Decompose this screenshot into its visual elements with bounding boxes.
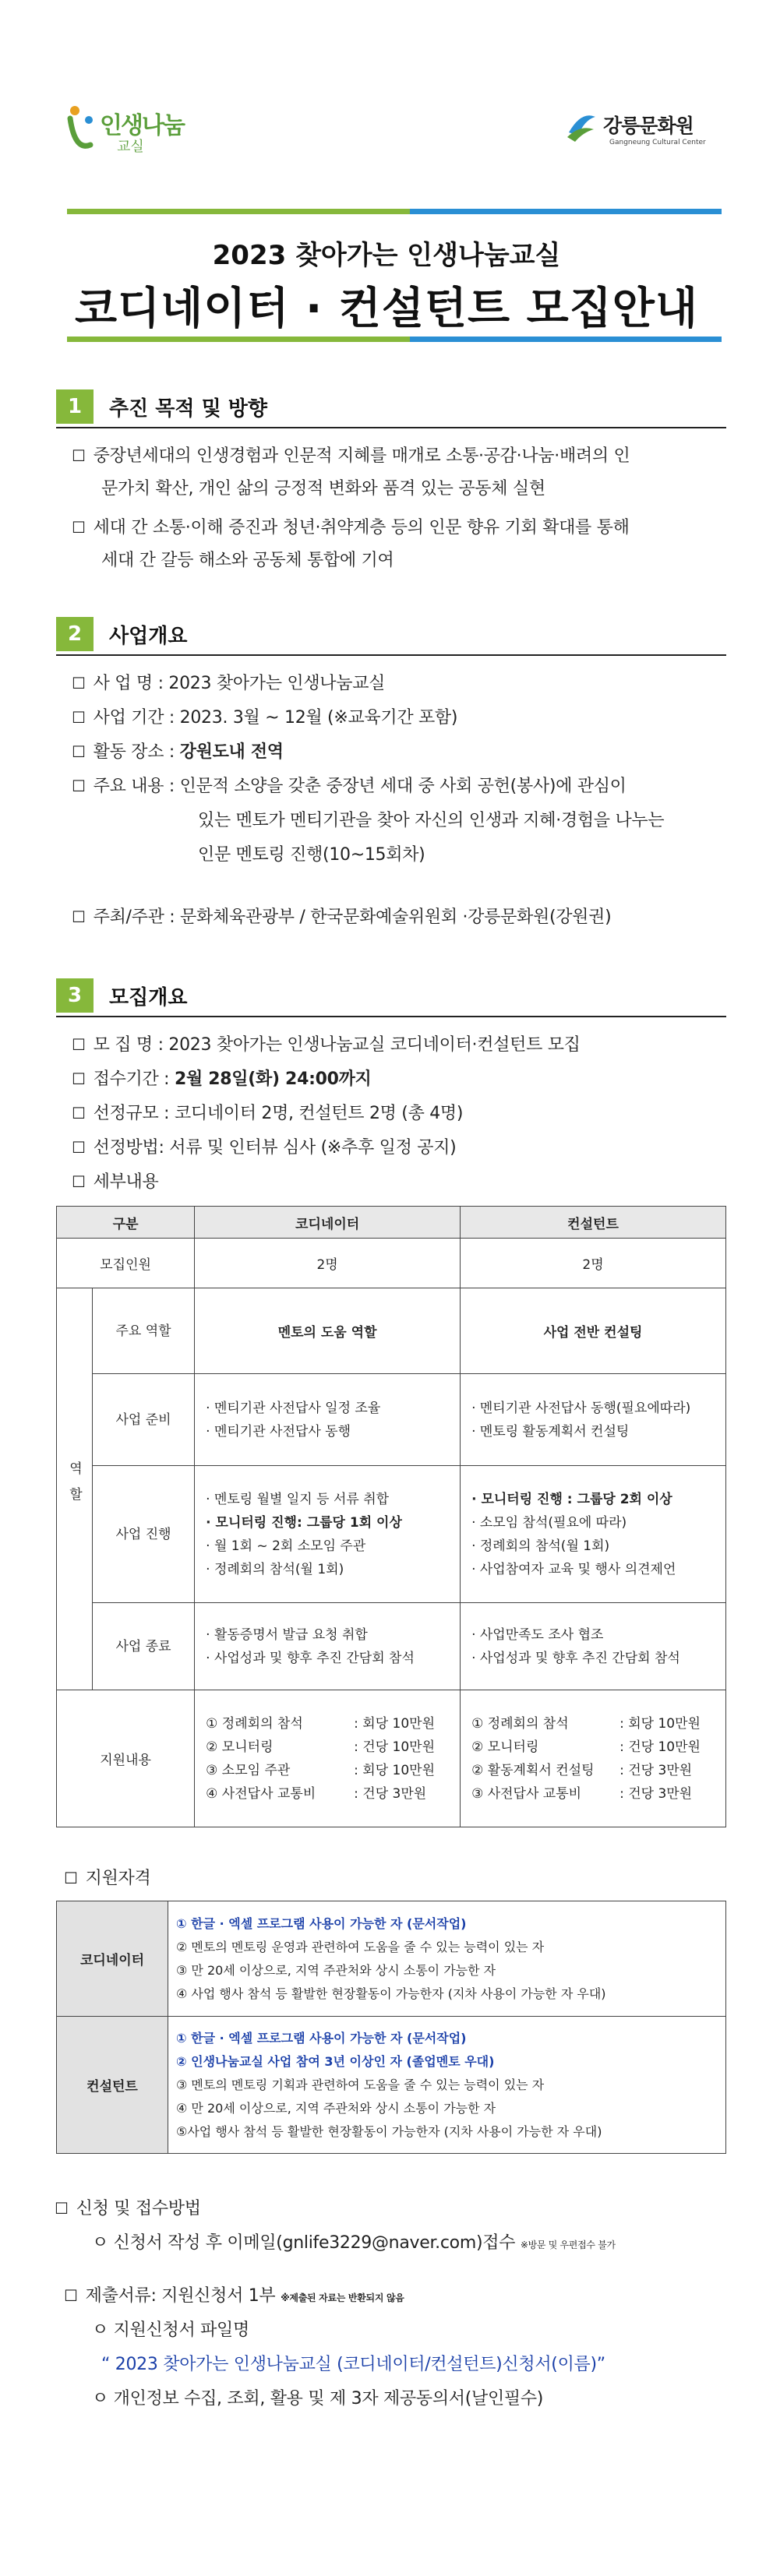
table-cell: 2명 (461, 1239, 726, 1288)
table-row (57, 1690, 726, 1827)
row-label: 코디네이터 (57, 1901, 168, 2017)
main-content-line-1: ☐ 주요 내용 : 인문적 소양을 갖춘 중장년 세대 중 사회 공헌(봉사)에 관심이 (72, 777, 627, 796)
table-header: 구분 (57, 1207, 195, 1239)
center-name: 강릉문화원 (603, 115, 694, 137)
table-row (57, 2017, 726, 2154)
role-group-label: 역할 (57, 1288, 93, 1690)
checkbox-bullet-icon: ☐ (72, 446, 86, 465)
purpose-line-4: 세대 간 갈등 해소와 공동체 통합에 기여 (101, 551, 394, 570)
qualification-heading: ☐ 지원자격 (64, 1869, 151, 1888)
purpose-line-3: ☐ 세대 간 소통·이해 증진과 청년·취약계층 등의 인문 향유 기회 확대를 통해 (72, 518, 630, 537)
recruit-detail-table (56, 1206, 726, 1827)
row-label: 사업 진행 (92, 1466, 194, 1603)
table-row (57, 1466, 726, 1603)
project-name: ☐ 사 업 명 : 2023 찾아가는 인생나눔교실 (72, 674, 386, 693)
title-line-1: 2023 찾아가는 인생나눔교실 (212, 240, 561, 271)
table-row (57, 1239, 726, 1288)
table-cell: 멘토의 도움 역할 (195, 1288, 461, 1374)
people-icon (67, 104, 97, 153)
section-label: 모집개요 (109, 986, 188, 1010)
host-organizer: ☐ 주최/주관 : 문화체육관광부 / 한국문화예술위원회 ·강릉문화원(강원권) (72, 907, 612, 927)
table-row (57, 1603, 726, 1690)
documents-heading: ☐ 제출서류: 지원신청서 1부 ※제출된 자료는 반환되지 않음 (64, 2286, 404, 2306)
section-label: 사업개요 (109, 625, 188, 648)
selection-scale: ☐ 선정규모 : 코디네이터 2명, 컨설턴트 2명 (총 4명) (72, 1104, 464, 1123)
section-number: 1 (56, 389, 94, 424)
table-cell: ① 한글 · 엑셀 프로그램 사용이 가능한 자 (문서작업) ② 멘토의 멘토링 운영과 관련하여 도움을 줄 수 있는 능력이 있는 자 ③ 만 20세 이상으로, 지역 주관처와 상시 소통이 가능한 자 ④ 사업 행사 참석 등 활발한 현장활동이 가능한자 (지차 사용이 가능한 자 우대) (168, 1901, 726, 2017)
privacy-consent-line: ㅇ 개인정보 수집, 조회, 활용 및 제 3자 제공동의서(날인필수) (92, 2389, 544, 2409)
detail-heading: ☐ 세부내용 (72, 1172, 159, 1192)
table-header: 코디네이터 (195, 1207, 461, 1239)
table-row (57, 1901, 726, 2017)
table-row (57, 1288, 726, 1374)
title-top-bar-blue (410, 209, 722, 214)
table-cell: · 멘티기관 사전답사 일정 조율 · 멘티기관 사전답사 동행 (195, 1374, 461, 1466)
table-cell: 사업 전반 컨설팅 (461, 1288, 726, 1374)
row-label: 모집인원 (57, 1239, 195, 1288)
table-cell: ① 정례회의 참석 : 회당 10만원 ② 모니터링 : 건당 10만원 ③ 소모임 주관 : 회당 10만원 ④ 사전답사 교통비 : 건당 3만원 (195, 1690, 461, 1827)
title-bottom-bar-blue (410, 337, 722, 342)
section-3-heading (56, 978, 726, 1013)
center-name-en: Gangneung Cultural Center (609, 139, 706, 146)
table-header-row (57, 1207, 726, 1239)
gangneung-cultural-center-logo (564, 109, 720, 156)
table-cell: 2명 (195, 1239, 461, 1288)
logo-main-text: 인생나눔 (100, 112, 184, 139)
table-cell: · 모니터링 진행 : 그룹당 2회 이상 · 소모임 참석(필요에 따라) · 정례회의 참석(월 1회) · 사업참여자 교육 및 행사 의견제언 (461, 1466, 726, 1603)
table-header: 컨설턴트 (461, 1207, 726, 1239)
leaf-emblem-icon (564, 109, 598, 143)
row-label: 사업 종료 (92, 1603, 194, 1690)
section-number: 2 (56, 617, 94, 651)
section-rule (56, 654, 726, 656)
file-name-value: “ 2023 찾아가는 인생나눔교실 (코디네이터/컨설턴트)신청서(이름)” (101, 2355, 605, 2374)
section-rule (56, 427, 726, 428)
row-label: 주요 역할 (92, 1288, 194, 1374)
apply-heading: ☐ 신청 및 접수방법 (55, 2199, 201, 2218)
section-number: 3 (56, 978, 94, 1013)
main-content-line-3: 인문 멘토링 진행(10~15회차) (198, 845, 425, 865)
application-period: ☐ 접수기간 : 2월 28일(화) 24:00까지 (72, 1070, 372, 1089)
recruit-name: ☐ 모 집 명 : 2023 찾아가는 인생나눔교실 코디네이터·컨설턴트 모집 (72, 1035, 581, 1055)
insaeng-nanum-logo (67, 101, 184, 164)
table-row (57, 1374, 726, 1466)
qualification-table (56, 1901, 726, 2154)
project-period: ☐ 사업 기간 : 2023. 3월 ~ 12월 (※교육기간 포함) (72, 708, 458, 728)
selection-method: ☐ 선정방법: 서류 및 인터뷰 심사 (※추후 일정 공지) (72, 1138, 457, 1158)
table-cell: ① 정례회의 참석 : 회당 10만원 ② 모니터링 : 건당 10만원 ② 활동계획서 컨설팅 : 건당 3만원 ③ 사전답사 교통비 : 건당 3만원 (461, 1690, 726, 1827)
row-label: 사업 준비 (92, 1374, 194, 1466)
purpose-line-1: ☐ 중장년세대의 인생경험과 인문적 지혜를 매개로 소통·공감·나눔·배려의 인 (72, 446, 630, 466)
page-title: 코디네이터 · 컨설턴트 모집안내 (74, 284, 698, 334)
section-1-heading (56, 389, 726, 424)
table-cell: · 사업만족도 조사 협조 · 사업성과 및 향후 추진 간담회 참석 (461, 1603, 726, 1690)
purpose-line-2: 문가치 확산, 개인 삶의 긍정적 변화와 품격 있는 공동체 실현 (101, 479, 545, 499)
section-label: 추진 목적 및 방향 (109, 397, 267, 421)
table-cell: · 멘티기관 사전답사 동행(필요에따라) · 멘토링 활동계획서 컨설팅 (461, 1374, 726, 1466)
table-cell: · 활동증명서 발급 요청 취합 · 사업성과 및 향후 추진 간담회 참석 (195, 1603, 461, 1690)
section-2-heading (56, 617, 726, 651)
main-content-line-2: 있는 멘토가 멘티기관을 찾아 자신의 인생과 지혜·경험을 나누는 (198, 811, 665, 830)
activity-place: ☐ 활동 장소 : 강원도내 전역 (72, 742, 284, 762)
section-rule (56, 1016, 726, 1017)
checkbox-bullet-icon: ☐ (72, 518, 86, 537)
file-name-label: ㅇ 지원신청서 파일명 (92, 2321, 249, 2340)
row-label: 컨설턴트 (57, 2017, 168, 2154)
table-cell: ① 한글 · 엑셀 프로그램 사용이 가능한 자 (문서작업) ② 인생나눔교실 사업 참여 3년 이상인 자 (졸업멘토 우대) ③ 멘토의 멘토링 기획과 관련하여 도움을 줄 수 있는 능력이 있는 자 ④ 만 20세 이상으로, 지역 주관처와 상시 소통이 가능한 자 ⑤사업 행사 참석 등 활발한 현장활동이 가능한자 (지차 사용이 가능한 자 우대) (168, 2017, 726, 2154)
table-cell: · 멘토링 월별 일지 등 서류 취합 · 모니터링 진행: 그룹당 1회 이상 · 월 1회 ~ 2회 소모임 주관 · 정례회의 참석(월 1회) (195, 1466, 461, 1603)
apply-email-line: ㅇ 신청서 작성 후 이메일(gnlife3229@naver.com)접수 ※방문 및 우편접수 불가 (92, 2233, 616, 2253)
row-label: 지원내용 (57, 1690, 195, 1827)
title-bottom-bar-green (67, 337, 410, 342)
logo-sub-text: 교실 (117, 139, 144, 155)
title-top-bar-green (67, 209, 410, 214)
